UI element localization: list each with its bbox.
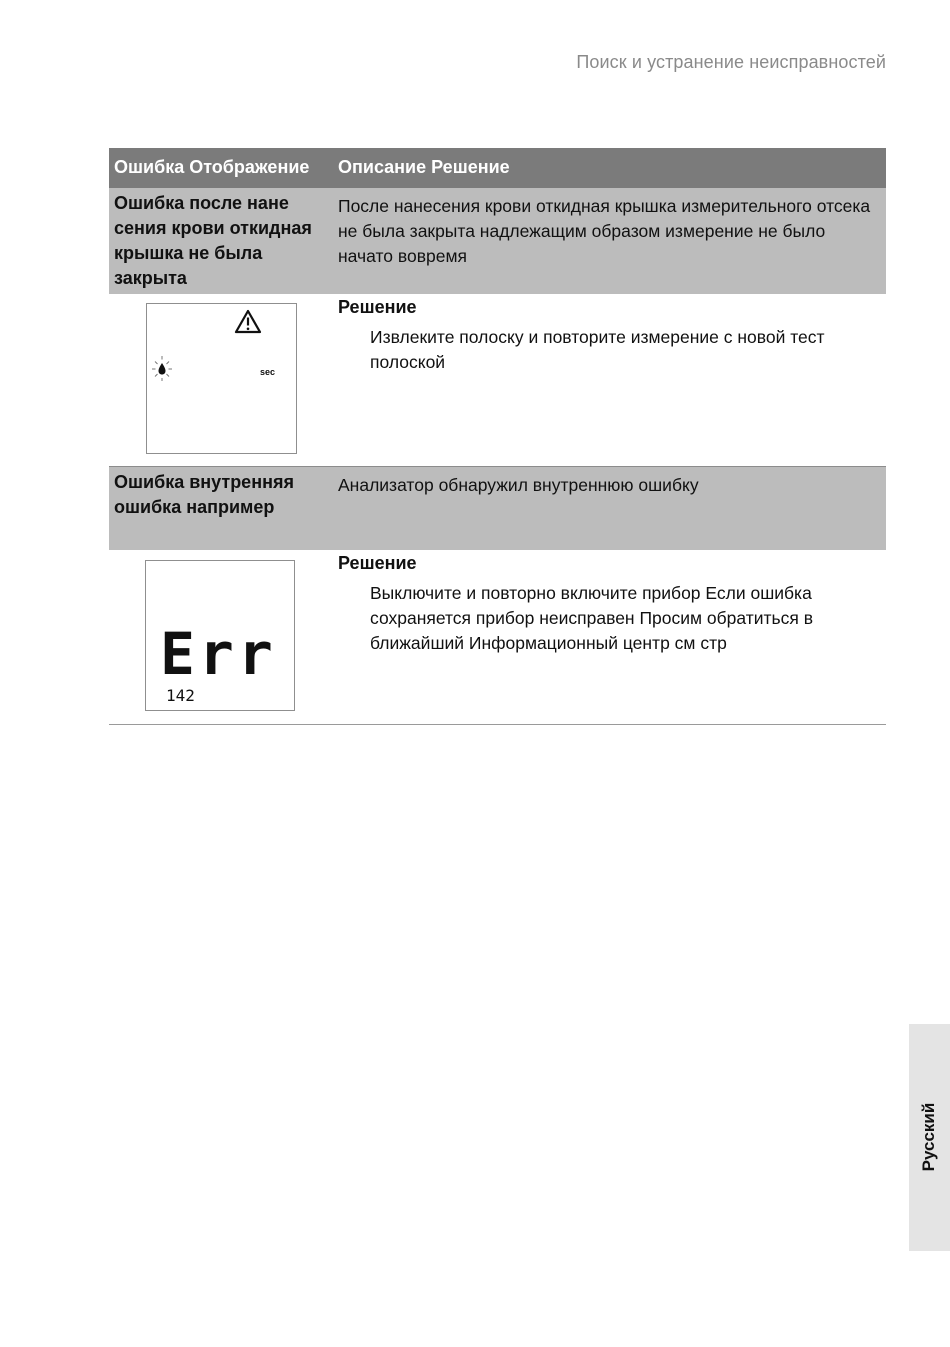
language-tab-label: Русский	[919, 1102, 938, 1172]
error-title: Ошибка после нане сения крови откидная крышка не была закрыта	[114, 193, 312, 288]
header-error-display: Ошибка Отображение	[114, 157, 310, 177]
meter-display	[146, 303, 297, 454]
solution-text: Выключите и повторно включите прибор Если ошибка сохраняется прибор неисправен Просим обратиться в ближайший Информационный центр см стр	[370, 583, 814, 653]
error-description: Анализатор обнаружил внутреннюю ошибку	[338, 475, 699, 495]
error-description: После нанесения крови откидная крышка измерительного отсека не была закрыта надлежащим образом измерение не было начато вовремя	[338, 196, 871, 266]
language-tab	[909, 1024, 950, 1251]
troubleshooting-table	[109, 148, 886, 725]
display-unit: sec	[260, 367, 276, 377]
solution-text: Извлеките полоску и повторите измерение с новой тест полоской	[370, 327, 825, 372]
solution-row	[109, 550, 886, 725]
warning-triangle-icon	[236, 311, 260, 332]
blood-drop-icon	[152, 356, 172, 381]
error-title: Ошибка внутренняя ошибка например	[114, 472, 294, 517]
solution-label: Решение	[338, 553, 417, 573]
table-header	[109, 148, 886, 188]
solution-label: Решение	[338, 297, 417, 317]
solution-row	[109, 294, 886, 466]
display-main-text: Err	[160, 620, 277, 688]
header-description-solution: Описание Решение	[338, 157, 510, 177]
error-row	[109, 188, 886, 294]
error-row	[109, 466, 886, 550]
meter-display	[145, 560, 295, 711]
running-header: Поиск и устранение неисправностей	[576, 52, 886, 72]
display-error-code: 142	[166, 686, 195, 705]
